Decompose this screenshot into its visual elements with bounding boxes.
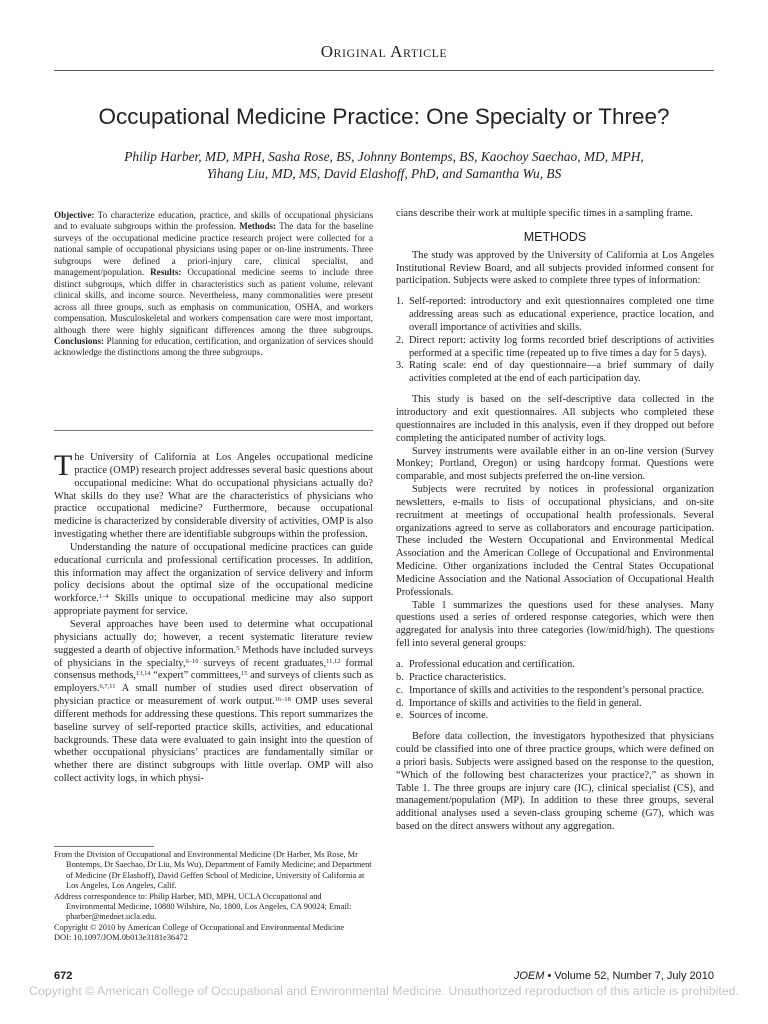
abstract-objective-text: To characterize education, practice, and skills of occupational physicians and to evaluate subgroups within the profession. xyxy=(54,210,373,232)
methods-paragraph-3: Survey instruments were available either in an on-line version (Survey Monkey; Portland, Oregon) or using hardcopy format. Questions were comparable, and most subjects preferred the on-line version. xyxy=(396,445,714,483)
abstract-methods-text: The data for the baseline surveys of the occupational medicine practice research project were collected for a national sample of occupational physicians using paper or on-line instruments. Three subgroups were defined a priori-injury care, clinical specialist, and management/population. xyxy=(54,221,373,278)
reference-marker: 5 xyxy=(236,644,240,652)
abstract-objective-label: Objective: xyxy=(54,210,95,220)
article-title: Occupational Medicine Practice: One Specialty or Three? xyxy=(98,104,670,129)
reference-marker: 11,12 xyxy=(326,657,341,665)
reference-marker: 6–10 xyxy=(185,657,199,665)
abstract-methods-label: Methods: xyxy=(239,221,277,232)
intro-paragraph-2: Understanding the nature of occupational medicine practices can guide educational curricula and professional certification processes. In addition, this information may affect the organization of service delivery and inform policy decisions about the optimal size of the occupational medicine workforce.$^{1-4}$ Skills unique to occupational medicine may also support appropriate payment for service. xyxy=(54,541,373,618)
authors-line-2: Yihang Liu, MD, MS, David Elashoff, PhD, and Samantha Wu, BS xyxy=(206,166,562,181)
reference-marker: 16–18 xyxy=(274,696,291,704)
abstract-conclusions-text: Planning for education, certification, and organization of services should acknowledge the distinctions among the three subgroups. xyxy=(54,335,373,358)
footnote-doi: DOI: 10.1097/JOM.0b013e3181e36472 xyxy=(54,933,188,943)
page-number: 672 xyxy=(54,970,73,982)
journal-volume-issue: • Volume 52, Number 7, July 2010 xyxy=(544,970,714,982)
intro-paragraph-3: Several approaches have been used to determine what occupational physicians actually do; however, a recent systematic literature review suggested a dearth of objective information.$^5$ Methods have included surveys of physicians in the specialty,$^{6-10}$ surveys of recent graduates,$^{11,12}$ formal consensus methods,$^{13,14}$ “expert” committees,$^{15}$ and surveys of clients such as employers.$^{6,7,11}$ A small number of studies used direct observation of physician practice or measurement of work output.$^{16-18}$ OMP uses several different methods for addressing these questions. This report summarizes the baseline survey of self-reported practice skills, activities, and educational backgrounds. These data were evaluated to gain insight into the question of whether occupational physicians’ practices are fundamentally similar or whether there are distinct subgroups with little overlap. OMP will also collect activity logs, in which physi- xyxy=(54,618,374,785)
intro-paragraph-1: The University of California at Los Angeles occupational medicine practice (OMP) research project addresses several basic questions about occupational medicine: What do occupational physicians actually do? What skills do they use? What are the characteristics of physicians who practice occupational medicine? Furthermore, because occupational medicine is characterized by considerable diversity of activities, OMP is also investigating whether there are identifiable subgroups within the profession. xyxy=(54,449,373,541)
list-item: e. Sources of income. xyxy=(396,710,489,722)
header-rule xyxy=(54,70,714,71)
authors-line-1: Philip Harber, MD, MPH, Sasha Rose, BS, Johnny Bontemps, BS, Kaochoy Saechao, MD, MPH, xyxy=(124,149,644,164)
footnote-affiliation: From the Division of Occupational and Environmental Medicine (Dr Harber, Ms Rose, Mr Bontemps, Dr Saechao, Dr Liu, Ms Wu), Department of Family Medicine; and Department of Medicine (Dr Elashoff), David Geffen School of Medicine, University of California at Los Angeles, Los Angeles, Calif. xyxy=(54,850,372,891)
journal-citation xyxy=(514,970,714,982)
article-type-label: Original Article xyxy=(320,42,448,61)
abstract-conclusions-label: Conclusions: xyxy=(54,335,105,346)
list-item: d. Importance of skills and activities to the field in general. xyxy=(396,697,642,709)
body-right-column xyxy=(396,208,714,834)
abstract xyxy=(54,210,373,359)
list-item: a. Professional education and certification. xyxy=(396,659,575,670)
reference-marker: 6,7,11 xyxy=(99,683,116,691)
methods-paragraph-4: Subjects were recruited by notices in professional organization newsletters, e-mails to lists of occupational physicians, and on-site recruitment at meetings of occupational health professionals. Several organizations agreed to serve as collaborators and encourage participation. These included the Western Occupational and Environmental Medical Association and the American College of Occupational and Environmental Medicine. Other organizations included the Central States Occupational Medicine Association and the National Association of Occupational Health Professionals. xyxy=(396,484,714,598)
list-item: 2. Direct report: activity log forms recorded brief descriptions of activities performed at a specific time (repeated up to five times a day for 5 days). xyxy=(396,334,714,359)
footnotes xyxy=(54,850,373,944)
methods-paragraph-6: Before data collection, the investigators hypothesized that physicians could be classified into one of three practice groups, which were defined on a priori basis. Subjects were assigned based on the response to the question, “Which of the following best characterizes your practice?,” as shown in Table 1. The three groups are injury care (IC), clinical specialist (CS), and management/population (MP). In addition to these three groups, several additional analyses used a seven-class grouping scheme (G7), which was based on the direct answers without any aggregation. xyxy=(396,731,714,833)
list-item: 3. Rating scale: end of day questionnaire—a brief summary of daily activities completed at the end of each participation day. xyxy=(396,360,714,385)
copyright-watermark: Copyright © American College of Occupational and Environmental Medicine. Unauthorized reproduction of this article is prohibited. xyxy=(29,984,739,998)
abstract-results-label: Results: xyxy=(150,267,182,278)
body-left-column xyxy=(54,449,374,786)
list-item: 1. Self-reported: introductory and exit questionnaires completed one time addressing areas such as educational experience, practice location, and overall importance of activities and skills. xyxy=(396,296,714,333)
methods-paragraph-5: Table 1 summarizes the questions used for these analyses. Many questions used a series of ordered response categories, which were then aggregated for analysis into three categories (low/mid/high). The questions fell into several general groups: xyxy=(396,599,714,650)
methods-heading: METHODS xyxy=(523,229,587,244)
abstract-results-text: Occupational medicine seems to include three distinct subgroups, which differ in characteristics such as patient volume, relevant clinical skills, and income source. Nevertheless, many commonalities were present across all three groups, such as emphasis on communication, OSHA, and workers compensation. Musculoskeletal and workers compensation care were most important, although there were highly significant differences among the three subgroups. xyxy=(54,267,374,335)
drop-cap: T xyxy=(54,449,73,482)
footnote-correspondence: Address correspondence to: Philip Harber, MD, MPH, UCLA Occupational and Environmental Medicine, 10880 Wilshire, No. 1800, Los Angeles, CA 90024; Email: pharber@mednet.ucla.edu. xyxy=(54,891,352,922)
methods-paragraph-1: The study was approved by the University of California at Los Angeles Institutional Review Board, and all subjects provided informed consent for participation. Subjects were asked to complete three types of information: xyxy=(396,249,714,287)
reference-marker: 13,14 xyxy=(135,670,151,678)
reference-marker: 1–4 xyxy=(98,593,109,601)
reference-marker: 15 xyxy=(240,670,248,678)
question-groups-list xyxy=(396,659,714,723)
footnote-copyright: Copyright © 2010 by American College of Occupational and Environmental Medicine xyxy=(54,922,345,932)
author-list xyxy=(74,148,694,182)
information-types-list xyxy=(396,296,714,386)
methods-paragraph-2: This study is based on the self-descriptive data collected in the introductory and exit questionnaires. All subjects who completed these questionnaires are included in this analysis, even if they dropped out before completing the anticipated number of activity logs. xyxy=(396,394,714,444)
list-item: b. Practice characteristics. xyxy=(396,671,507,683)
list-item: c. Importance of skills and activities to the respondent’s personal practice. xyxy=(396,684,705,696)
footnote-rule xyxy=(54,846,154,847)
continued-paragraph: cians describe their work at multiple specific times in a sampling frame. xyxy=(396,208,693,219)
journal-name: JOEM xyxy=(513,970,545,982)
abstract-rule xyxy=(54,430,373,431)
